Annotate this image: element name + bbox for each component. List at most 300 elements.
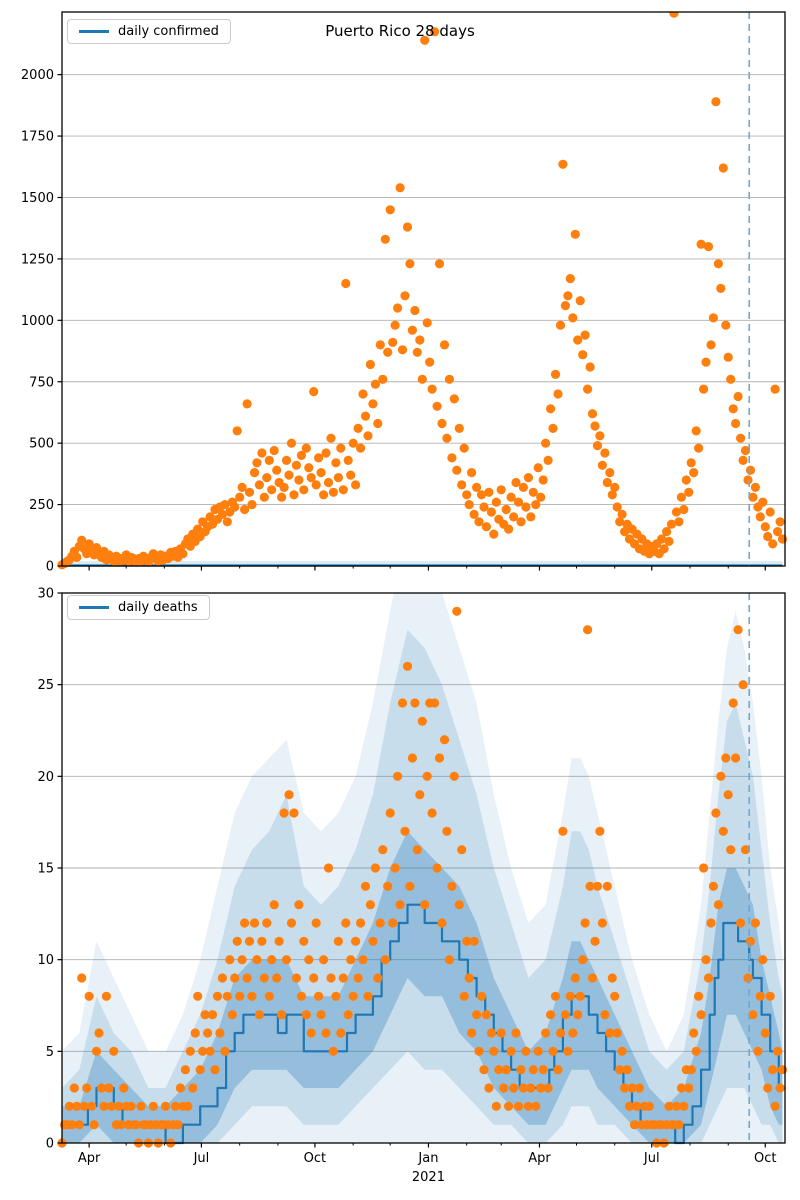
scatter-point bbox=[751, 918, 760, 927]
scatter-point bbox=[418, 717, 427, 726]
scatter-point bbox=[181, 1065, 190, 1074]
scatter-point bbox=[437, 918, 446, 927]
y-tick-label: 5 bbox=[45, 1044, 54, 1060]
scatter-point bbox=[674, 517, 683, 526]
scatter-point bbox=[208, 1010, 217, 1019]
y-tick-label: 2000 bbox=[20, 68, 54, 84]
scatter-point bbox=[408, 753, 417, 762]
scatter-point bbox=[445, 955, 454, 964]
scatter-point bbox=[344, 1010, 353, 1019]
scatter-point bbox=[711, 97, 720, 106]
y-tick-label: 10 bbox=[37, 953, 54, 969]
scatter-point bbox=[689, 1028, 698, 1037]
scatter-point bbox=[455, 900, 464, 909]
scatter-point bbox=[351, 480, 360, 489]
scatter-point bbox=[761, 522, 770, 531]
scatter-point bbox=[383, 348, 392, 357]
scatter-point bbox=[739, 680, 748, 689]
scatter-point bbox=[761, 1028, 770, 1037]
y-tick-label: 1250 bbox=[20, 252, 54, 268]
scatter-point bbox=[398, 698, 407, 707]
scatter-point bbox=[588, 973, 597, 982]
scatter-point bbox=[282, 955, 291, 964]
scatter-point bbox=[223, 992, 232, 1001]
y-tick-label: 25 bbox=[37, 678, 54, 694]
scatter-point bbox=[704, 973, 713, 982]
scatter-point bbox=[319, 955, 328, 964]
scatter-point bbox=[373, 419, 382, 428]
scatter-point bbox=[603, 882, 612, 891]
scatter-point bbox=[87, 1102, 96, 1111]
scatter-point bbox=[519, 483, 528, 492]
scatter-point bbox=[736, 918, 745, 927]
scatter-point bbox=[302, 1010, 311, 1019]
scatter-point bbox=[233, 937, 242, 946]
scatter-point bbox=[553, 389, 562, 398]
scatter-point bbox=[381, 235, 390, 244]
scatter-point bbox=[694, 992, 703, 1001]
legend-daily-deaths bbox=[67, 595, 210, 620]
scatter-point bbox=[225, 955, 234, 964]
scatter-point bbox=[324, 863, 333, 872]
scatter-point bbox=[346, 471, 355, 480]
scatter-point bbox=[610, 483, 619, 492]
scatter-point bbox=[358, 389, 367, 398]
scatter-point bbox=[768, 539, 777, 548]
scatter-point bbox=[262, 473, 271, 482]
scatter-point bbox=[588, 409, 597, 418]
scatter-point bbox=[524, 473, 533, 482]
scatter-point bbox=[716, 772, 725, 781]
scatter-point bbox=[684, 1083, 693, 1092]
scatter-point bbox=[292, 973, 301, 982]
scatter-point bbox=[193, 992, 202, 1001]
scatter-point bbox=[766, 507, 775, 516]
scatter-point bbox=[260, 493, 269, 502]
x-tick-label: Jul bbox=[643, 1151, 660, 1166]
scatter-point bbox=[245, 937, 254, 946]
scatter-point bbox=[437, 419, 446, 428]
legend-daily-confirmed bbox=[67, 19, 231, 44]
scatter-point bbox=[529, 1065, 538, 1074]
scatter-point bbox=[729, 404, 738, 413]
scatter-point bbox=[751, 483, 760, 492]
scatter-point bbox=[287, 439, 296, 448]
scatter-point bbox=[477, 992, 486, 1001]
scatter-point bbox=[563, 1047, 572, 1056]
scatter-point bbox=[235, 493, 244, 502]
scatter-point bbox=[82, 1083, 91, 1092]
scatter-point bbox=[763, 1083, 772, 1092]
scatter-point bbox=[341, 279, 350, 288]
scatter-point bbox=[578, 955, 587, 964]
scatter-point bbox=[238, 955, 247, 964]
scatter-point bbox=[230, 973, 239, 982]
scatter-point bbox=[336, 1028, 345, 1037]
scatter-point bbox=[363, 431, 372, 440]
scatter-point bbox=[541, 1028, 550, 1037]
scatter-point bbox=[161, 1102, 170, 1111]
scatter-point bbox=[608, 973, 617, 982]
scatter-point bbox=[452, 607, 461, 616]
scatter-point bbox=[282, 456, 291, 465]
scatter-point bbox=[297, 992, 306, 1001]
scatter-point bbox=[694, 444, 703, 453]
scatter-point bbox=[539, 1065, 548, 1074]
scatter-point bbox=[233, 426, 242, 435]
scatter-point bbox=[548, 424, 557, 433]
scatter-point bbox=[386, 808, 395, 817]
scatter-point bbox=[255, 1010, 264, 1019]
scatter-point bbox=[743, 475, 752, 484]
scatter-point bbox=[92, 1047, 101, 1056]
scatter-point bbox=[354, 973, 363, 982]
scatter-point bbox=[294, 900, 303, 909]
scatter-point bbox=[593, 882, 602, 891]
scatter-point bbox=[457, 845, 466, 854]
scatter-point bbox=[393, 303, 402, 312]
scatter-point bbox=[455, 424, 464, 433]
scatter-point bbox=[724, 790, 733, 799]
scatter-point bbox=[260, 973, 269, 982]
scatter-point bbox=[428, 385, 437, 394]
scatter-point bbox=[213, 992, 222, 1001]
scatter-point bbox=[687, 1065, 696, 1074]
scatter-point bbox=[689, 468, 698, 477]
scatter-point bbox=[746, 466, 755, 475]
y-tick-label: 1750 bbox=[20, 129, 54, 145]
scatter-point bbox=[566, 992, 575, 1001]
scatter-point bbox=[546, 1010, 555, 1019]
scatter-point bbox=[287, 918, 296, 927]
scatter-point bbox=[731, 419, 740, 428]
scatter-point bbox=[701, 358, 710, 367]
scatter-point bbox=[289, 808, 298, 817]
scatter-point bbox=[613, 1028, 622, 1037]
scatter-point bbox=[447, 882, 456, 891]
y-tick-label: 1500 bbox=[20, 191, 54, 207]
confirmed-panel bbox=[21, 9, 787, 575]
scatter-point bbox=[445, 375, 454, 384]
scatter-point bbox=[534, 1047, 543, 1056]
scatter-point bbox=[709, 313, 718, 322]
scatter-point bbox=[684, 488, 693, 497]
scatter-point bbox=[479, 1065, 488, 1074]
scatter-point bbox=[516, 517, 525, 526]
scatter-point bbox=[250, 918, 259, 927]
scatter-point bbox=[521, 1047, 530, 1056]
scatter-point bbox=[566, 274, 575, 283]
scatter-point bbox=[771, 385, 780, 394]
scatter-point bbox=[351, 937, 360, 946]
scatter-point bbox=[474, 1047, 483, 1056]
scatter-point bbox=[408, 326, 417, 335]
scatter-point bbox=[400, 827, 409, 836]
scatter-point bbox=[75, 1120, 84, 1129]
scatter-point bbox=[578, 350, 587, 359]
y-tick-label: 1000 bbox=[20, 313, 54, 329]
scatter-point bbox=[581, 331, 590, 340]
scatter-point bbox=[299, 485, 308, 494]
scatter-point bbox=[442, 434, 451, 443]
x-tick-label: Jan bbox=[418, 1151, 439, 1166]
scatter-point bbox=[72, 553, 81, 562]
scatter-point bbox=[635, 1083, 644, 1092]
scatter-point bbox=[119, 1083, 128, 1092]
scatter-point bbox=[511, 1028, 520, 1037]
scatter-point bbox=[487, 507, 496, 516]
scatter-point bbox=[280, 483, 289, 492]
scatter-point bbox=[420, 900, 429, 909]
scatter-point bbox=[136, 1102, 145, 1111]
scatter-point bbox=[563, 291, 572, 300]
scatter-point bbox=[371, 863, 380, 872]
scatter-point bbox=[682, 475, 691, 484]
scatter-point bbox=[509, 1083, 518, 1092]
scatter-point bbox=[556, 1028, 565, 1037]
scatter-point bbox=[339, 485, 348, 494]
scatter-point bbox=[618, 1047, 627, 1056]
scatter-point bbox=[514, 1102, 523, 1111]
y-tick-label: 20 bbox=[37, 769, 54, 785]
scatter-point bbox=[778, 1065, 787, 1074]
scatter-point bbox=[739, 456, 748, 465]
scatter-point bbox=[186, 1047, 195, 1056]
scatter-point bbox=[536, 493, 545, 502]
scatter-point bbox=[704, 242, 713, 251]
scatter-point bbox=[551, 370, 560, 379]
scatter-point bbox=[240, 918, 249, 927]
scatter-point bbox=[413, 348, 422, 357]
scatter-point bbox=[275, 937, 284, 946]
scatter-point bbox=[482, 1010, 491, 1019]
scatter-point bbox=[388, 338, 397, 347]
scatter-point bbox=[391, 321, 400, 330]
scatter-point bbox=[228, 1010, 237, 1019]
scatter-point bbox=[504, 525, 513, 534]
scatter-point bbox=[687, 458, 696, 467]
scatter-point bbox=[714, 259, 723, 268]
x-tick-label: Oct bbox=[754, 1151, 777, 1166]
scatter-point bbox=[423, 318, 432, 327]
scatter-point bbox=[484, 1083, 493, 1092]
scatter-point bbox=[758, 955, 767, 964]
scatter-point bbox=[339, 973, 348, 982]
scatter-point bbox=[465, 973, 474, 982]
scatter-point bbox=[711, 808, 720, 817]
scatter-point bbox=[502, 1065, 511, 1074]
scatter-point bbox=[319, 490, 328, 499]
scatter-point bbox=[381, 955, 390, 964]
scatter-point bbox=[230, 502, 239, 511]
scatter-point bbox=[600, 1010, 609, 1019]
scatter-point bbox=[299, 937, 308, 946]
scatter-point bbox=[176, 1083, 185, 1092]
scatter-point bbox=[497, 485, 506, 494]
y-tick-label: 15 bbox=[37, 861, 54, 877]
scatter-point bbox=[709, 882, 718, 891]
scatter-point bbox=[482, 522, 491, 531]
scatter-point bbox=[277, 493, 286, 502]
scatter-point bbox=[484, 488, 493, 497]
scatter-point bbox=[450, 394, 459, 403]
scatter-point bbox=[600, 448, 609, 457]
scatter-point bbox=[257, 448, 266, 457]
scatter-point bbox=[396, 183, 405, 192]
scatter-point bbox=[548, 1047, 557, 1056]
scatter-point bbox=[173, 1120, 182, 1129]
scatter-point bbox=[220, 1047, 229, 1056]
scatter-point bbox=[504, 1102, 513, 1111]
scatter-point bbox=[331, 992, 340, 1001]
scatter-point bbox=[250, 468, 259, 477]
scatter-point bbox=[521, 502, 530, 511]
y-tick-label: 750 bbox=[29, 375, 54, 391]
scatter-point bbox=[312, 480, 321, 489]
scatter-point bbox=[294, 475, 303, 484]
scatter-point bbox=[255, 480, 264, 489]
scatter-point bbox=[746, 937, 755, 946]
scatter-point bbox=[595, 827, 604, 836]
scatter-point bbox=[317, 1010, 326, 1019]
scatter-point bbox=[405, 259, 414, 268]
scatter-point bbox=[252, 458, 261, 467]
scatter-point bbox=[388, 918, 397, 927]
scatter-point bbox=[206, 1047, 215, 1056]
scatter-point bbox=[423, 772, 432, 781]
scatter-point bbox=[334, 473, 343, 482]
scatter-point bbox=[558, 160, 567, 169]
scatter-point bbox=[309, 973, 318, 982]
scatter-point bbox=[447, 453, 456, 462]
legend-line-swatch bbox=[79, 606, 109, 609]
scatter-point bbox=[326, 434, 335, 443]
scatter-point bbox=[731, 753, 740, 762]
scatter-point bbox=[430, 698, 439, 707]
scatter-point bbox=[726, 845, 735, 854]
scatter-point bbox=[396, 900, 405, 909]
scatter-point bbox=[326, 973, 335, 982]
scatter-point bbox=[450, 772, 459, 781]
x-tick-label: Apr bbox=[528, 1151, 551, 1166]
x-tick-label: Apr bbox=[77, 1151, 101, 1166]
scatter-point bbox=[472, 1010, 481, 1019]
scatter-point bbox=[415, 335, 424, 344]
scatter-point bbox=[499, 1083, 508, 1092]
scatter-point bbox=[304, 463, 313, 472]
scatter-point bbox=[734, 392, 743, 401]
scatter-point bbox=[307, 1028, 316, 1037]
scatter-point bbox=[692, 426, 701, 435]
scatter-point bbox=[674, 1120, 683, 1129]
scatter-point bbox=[610, 992, 619, 1001]
scatter-point bbox=[270, 446, 279, 455]
scatter-point bbox=[618, 510, 627, 519]
scatter-point bbox=[623, 1065, 632, 1074]
scatter-point bbox=[583, 385, 592, 394]
scatter-point bbox=[358, 955, 367, 964]
scatter-point bbox=[270, 900, 279, 909]
x-tick-label: Oct bbox=[303, 1151, 327, 1166]
scatter-point bbox=[692, 1047, 701, 1056]
scatter-point bbox=[771, 1102, 780, 1111]
scatter-point bbox=[346, 955, 355, 964]
scatter-point bbox=[235, 992, 244, 1001]
scatter-point bbox=[719, 163, 728, 172]
scatter-point bbox=[516, 1065, 525, 1074]
scatter-point bbox=[573, 1010, 582, 1019]
scatter-point bbox=[272, 466, 281, 475]
scatter-point bbox=[593, 441, 602, 450]
scatter-point bbox=[386, 205, 395, 214]
scatter-point bbox=[571, 973, 580, 982]
y-tick-label: 0 bbox=[45, 559, 54, 575]
scatter-point bbox=[262, 918, 271, 927]
scatter-point bbox=[669, 9, 678, 18]
scatter-point bbox=[462, 490, 471, 499]
scatter-point bbox=[435, 259, 444, 268]
scatter-point bbox=[257, 937, 266, 946]
scatter-point bbox=[568, 313, 577, 322]
scatter-point bbox=[583, 625, 592, 634]
scatter-point bbox=[77, 973, 86, 982]
confirmed-scatter bbox=[57, 9, 787, 570]
scatter-point bbox=[363, 992, 372, 1001]
scatter-point bbox=[331, 458, 340, 467]
scatter-point bbox=[127, 1102, 136, 1111]
scatter-point bbox=[309, 387, 318, 396]
scatter-point bbox=[183, 1102, 192, 1111]
y-tick-label: 0 bbox=[45, 1136, 54, 1152]
scatter-point bbox=[413, 845, 422, 854]
scatter-point bbox=[361, 412, 370, 421]
scatter-point bbox=[284, 790, 293, 799]
scatter-point bbox=[721, 753, 730, 762]
scatter-point bbox=[526, 512, 535, 521]
axes-frame bbox=[62, 12, 785, 566]
scatter-point bbox=[553, 1065, 562, 1074]
y-tick-label: 250 bbox=[29, 498, 54, 514]
y-tick-label: 500 bbox=[29, 436, 54, 452]
scatter-point bbox=[321, 448, 330, 457]
scatter-point bbox=[590, 937, 599, 946]
scatter-point bbox=[645, 1102, 654, 1111]
scatter-point bbox=[210, 1065, 219, 1074]
scatter-point bbox=[203, 1028, 212, 1037]
scatter-point bbox=[188, 1083, 197, 1092]
scatter-point bbox=[460, 444, 469, 453]
scatter-point bbox=[699, 385, 708, 394]
scatter-point bbox=[467, 468, 476, 477]
scatter-point bbox=[149, 1102, 158, 1111]
scatter-point bbox=[773, 1047, 782, 1056]
scatter-point bbox=[398, 345, 407, 354]
scatter-point bbox=[561, 301, 570, 310]
scatter-point bbox=[721, 321, 730, 330]
scatter-point bbox=[329, 488, 338, 497]
scatter-point bbox=[435, 753, 444, 762]
scatter-point bbox=[215, 1028, 224, 1037]
scatter-point bbox=[492, 1102, 501, 1111]
scatter-point bbox=[361, 882, 370, 891]
scatter-point bbox=[440, 340, 449, 349]
scatter-point bbox=[539, 475, 548, 484]
scatter-point bbox=[487, 1028, 496, 1037]
scatter-point bbox=[366, 900, 375, 909]
scatter-point bbox=[664, 537, 673, 546]
scatter-point bbox=[590, 421, 599, 430]
scatter-point bbox=[267, 485, 276, 494]
